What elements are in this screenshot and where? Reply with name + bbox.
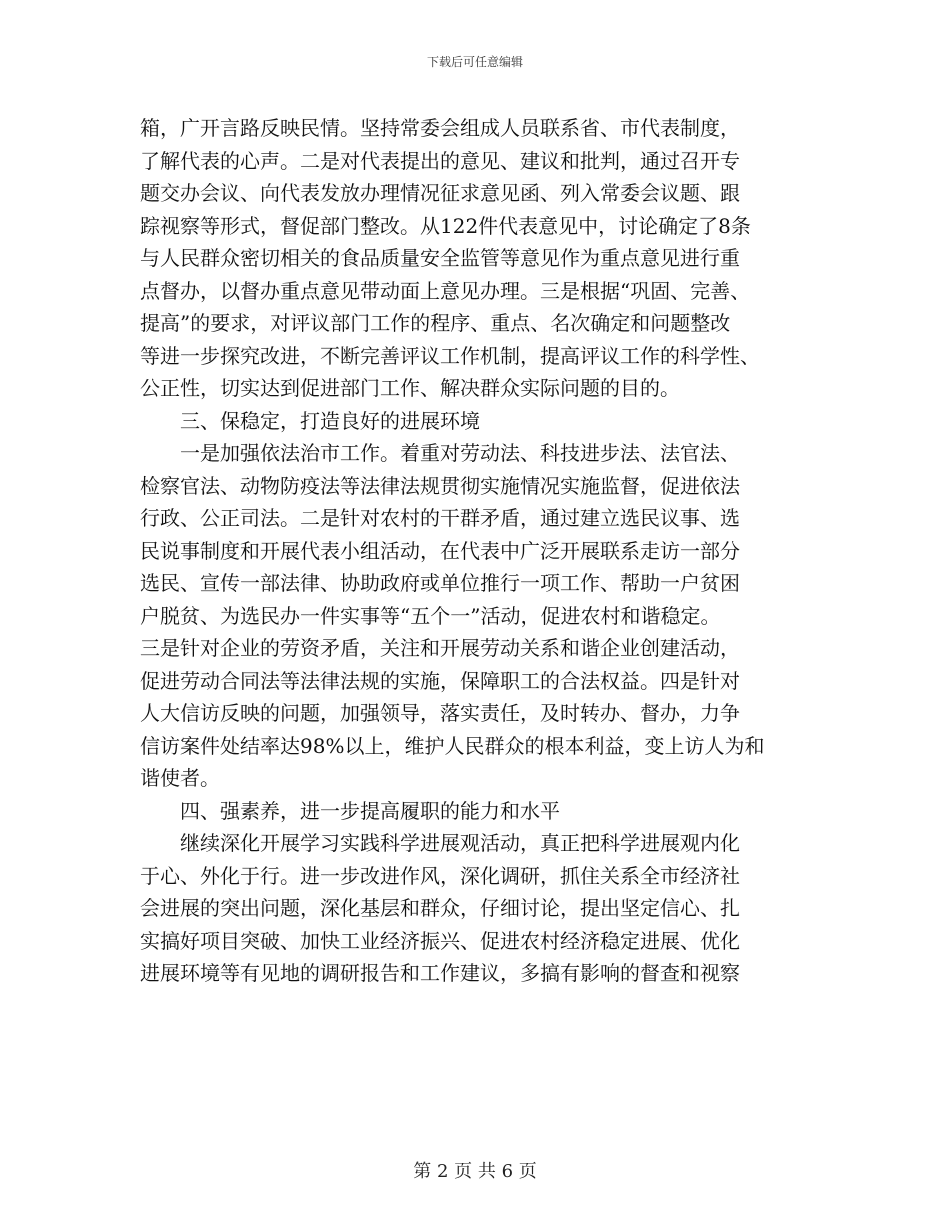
- text-line: 于心、外化于行。进一步改进作风，深化调研，抓住关系全市经济社: [140, 863, 740, 888]
- text-line: 检察官法、动物防疫法等法律法规贯彻实施情况实施监督，促进依法: [140, 473, 740, 498]
- section-heading: 三、保稳定，打造良好的进展环境: [140, 408, 480, 433]
- text-line: 提高”的要求，对评议部门工作的程序、重点、名次确定和问题整改: [140, 311, 731, 335]
- text-line: 继续深化开展学习实践科学进展观活动，真正把科学进展观内化: [140, 831, 740, 855]
- text-line: 行政、公正司法。二是针对农村的干群矛盾，通过建立选民议事、选: [140, 506, 740, 530]
- section-heading: 四、强素养，进一步提高履职的能力和水平: [140, 798, 560, 823]
- text-line: 促进劳动合同法等法律法规的实施，保障职工的合法权益。四是针对: [140, 668, 740, 693]
- text-line: 选民、宣传一部法律、协助政府或单位推行一项工作、帮助一户贫困: [140, 571, 740, 595]
- text-line: 人大信访反映的问题，加强领导，落实责任，及时转办、督办，力争: [140, 701, 740, 725]
- text-line: 信访案件处结率达98%以上，维护人民群众的根本利益，变上访人为和: [140, 733, 765, 758]
- text-line: 题交办会议、向代表发放办理情况征求意见函、列入常委会议题、跟: [140, 181, 740, 205]
- text-line: 点督办，以督办重点意见带动面上意见办理。三是根据“巩固、完善、: [140, 278, 751, 303]
- text-line: 民说事制度和开展代表小组活动，在代表中广泛开展联系走访一部分: [140, 538, 740, 563]
- text-line: 了解代表的心声。二是对代表提出的意见、建议和批判，通过召开专: [140, 148, 740, 173]
- page-number: 第 2 页 共 6 页: [413, 1161, 537, 1182]
- text-line: 公正性，切实达到促进部门工作、解决群众实际问题的目的。: [140, 376, 680, 400]
- text-line: 与人民群众密切相关的食品质量安全监管等意见作为重点意见进行重: [140, 246, 740, 270]
- header-note: 下载后可任意编辑: [426, 55, 523, 69]
- text-line: 谐使者。: [140, 766, 220, 790]
- text-line: 踪视察等形式，督促部门整改。从122件代表意见中，讨论确定了8条: [140, 213, 751, 238]
- text-line: 实搞好项目突破、加快工业经济振兴、促进农村经济稳定进展、优化: [140, 928, 740, 953]
- text-line: 进展环境等有见地的调研报告和工作建议，多搞有影响的督查和视察: [140, 961, 740, 985]
- text-line: 箱，广开言路反映民情。坚持常委会组成人员联系省、市代表制度，: [140, 116, 740, 140]
- document-body: [140, 112, 805, 990]
- text-line: 一是加强依法治市工作。着重对劳动法、科技进步法、法官法、: [140, 441, 740, 465]
- text-line: 三是针对企业的劳资矛盾，关注和开展劳动关系和谐企业创建活动，: [140, 636, 740, 660]
- text-line: 户脱贫、为选民办一件实事等“五个一”活动，促进农村和谐稳定。: [140, 603, 721, 628]
- text-line: 会进展的突出问题，深化基层和群众，仔细讨论，提出坚定信心、扎: [140, 896, 740, 920]
- text-line: 等进一步探究改进，不断完善评议工作机制，提高评议工作的科学性、: [140, 343, 760, 368]
